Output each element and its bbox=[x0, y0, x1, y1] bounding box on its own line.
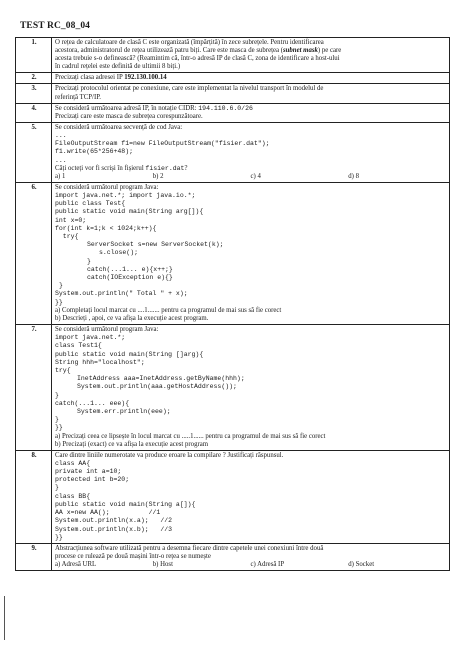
code-line: } bbox=[55, 484, 59, 492]
text-line: O rețea de calculatoare de clasă C este organizată (împărțită) în zece subrețele. Pentru identificarea bbox=[55, 39, 324, 46]
code-line: System.out.println(aaa.getHostAddress()); bbox=[77, 383, 237, 391]
code-line: protected int b=20; bbox=[55, 476, 130, 484]
text-line bbox=[55, 165, 446, 173]
cidr-address: 194.110.6.0/26 bbox=[198, 104, 253, 112]
code-line: class Test1{ bbox=[55, 342, 102, 350]
code-line: class AA{ bbox=[55, 459, 91, 467]
code-line: System.out.println(x.b); //3 bbox=[55, 525, 173, 533]
question-text bbox=[52, 38, 450, 73]
text-line: procese ce rulează pe două mașini într-o rețea se numește bbox=[55, 553, 211, 560]
text-line: a) Precizați ceea ce lipsește în locul marcat cu .....1...... pentru ca programul de mai sus să fie corect bbox=[55, 432, 326, 440]
text-line: a) Completați locul marcat cu ....1....... pentru ca programul de mai sus să fie corect bbox=[55, 306, 282, 314]
question-row-5 bbox=[16, 122, 450, 182]
text-line bbox=[55, 105, 446, 113]
subnet-mask-term: subnet mask bbox=[282, 47, 318, 55]
question-text bbox=[52, 450, 450, 543]
question-number: 6. bbox=[16, 182, 52, 324]
question-row-1 bbox=[16, 38, 450, 73]
code-line: System.err.println(eee); bbox=[77, 407, 171, 415]
question-number: 9. bbox=[16, 543, 52, 570]
text-span: ? bbox=[184, 164, 188, 172]
text-line: Se consideră următoarea secvență de cod Java: bbox=[55, 123, 183, 131]
code-line: s.close(); bbox=[99, 249, 139, 257]
question-row-3 bbox=[16, 84, 450, 103]
option-d: d) Socket bbox=[348, 561, 375, 569]
option-b: b) Host bbox=[152, 561, 173, 569]
question-text bbox=[52, 325, 450, 451]
code-line: catch(...1... e){x++;} bbox=[87, 265, 173, 273]
question-row-2 bbox=[16, 73, 450, 84]
question-row-6 bbox=[16, 182, 450, 324]
question-text bbox=[52, 84, 450, 103]
text-line: b) Precizați (exact) ce va afișa la execuție acest program bbox=[55, 440, 209, 448]
question-text bbox=[52, 182, 450, 324]
answer-options bbox=[55, 173, 446, 181]
option-a: a) 1 bbox=[55, 172, 66, 180]
text-span: acestora, administratorul de rețea utilizează patru biți. Care este masca de subrețea ( bbox=[55, 47, 283, 55]
text-line: Precizați care este masca de subrețea corespunzătoare. bbox=[55, 112, 203, 120]
code-line: try{ bbox=[55, 366, 71, 374]
question-text bbox=[52, 73, 450, 84]
code-line: }} bbox=[55, 533, 63, 541]
text-line: Abstracțiunea software utilizată pentru a desemna fiecare dintre capetele unei conexiuni între două bbox=[55, 544, 324, 552]
text-span: Precizați clasa adresei IP bbox=[55, 74, 123, 82]
code-line: }} bbox=[55, 424, 63, 432]
option-d: d) 8 bbox=[348, 172, 360, 180]
code-line: System.out.println(x.a); //2 bbox=[55, 517, 173, 525]
question-number: 8. bbox=[16, 450, 52, 543]
code-line: public static void main(String []arg){ bbox=[55, 350, 204, 358]
code-line: f1.write(65*256+48); bbox=[55, 148, 134, 156]
scan-edge-mark bbox=[4, 596, 5, 640]
text-span: ) pe care bbox=[317, 47, 342, 55]
option-a: a) Adresă URL bbox=[55, 561, 97, 569]
code-line: AA x=new AA(); //1 bbox=[55, 509, 161, 517]
file-name: fisier.dat bbox=[145, 164, 185, 172]
question-text bbox=[52, 103, 450, 122]
code-line: System.out.println(" Total " + x); bbox=[55, 290, 188, 298]
code-line: import java.net.*; bbox=[55, 334, 126, 342]
code-line: private int a=10; bbox=[55, 468, 122, 476]
code-line: FileOutputStream f1=new FileOutputStream("fisier.dat"); bbox=[55, 140, 270, 148]
question-row-7 bbox=[16, 325, 450, 451]
text-line: b) Descrieți , apoi, ce va afișa la execuție acest program. bbox=[55, 314, 209, 322]
text-line: în cadrul rețelei este definită de ultimii 8 biți.) bbox=[55, 63, 181, 71]
text-span: Câți octeți vor fi scriși în fișierul bbox=[55, 164, 144, 172]
code-line: int x=0; bbox=[55, 216, 87, 224]
code-line: public static void main(String arg[]){ bbox=[55, 208, 204, 216]
code-line: ServerSocket s=new ServerSocket(k); bbox=[87, 241, 224, 249]
text-line: Care dintre liniile numerotate va produce eroare la compilare ? Justificați răspunsul. bbox=[55, 451, 284, 459]
option-b: b) 2 bbox=[152, 172, 164, 180]
code-line: } bbox=[87, 257, 91, 265]
code-line: import java.net.*; import java.io.*; bbox=[55, 192, 196, 200]
question-number: 1. bbox=[16, 38, 52, 73]
question-number: 7. bbox=[16, 325, 52, 451]
code-line: catch(...1... eee){ bbox=[55, 399, 130, 407]
answer-options bbox=[55, 561, 446, 569]
code-line: }} bbox=[55, 298, 63, 306]
text-line: acesta trebuie s-o definească? (Reamintim că, într-o adresă IP de clasă C, zona de identificare a host-ului bbox=[55, 55, 340, 63]
code-line: public static void main(String a[]){ bbox=[55, 500, 196, 508]
code-line: } bbox=[55, 416, 59, 424]
text-line: Precizați protocolul orientat pe conexiune, care este implementat la nivelul transport în modelul de bbox=[55, 85, 324, 93]
question-row-4 bbox=[16, 103, 450, 122]
code-line: ... bbox=[55, 156, 67, 164]
question-text bbox=[52, 122, 450, 182]
code-line: public class Test{ bbox=[55, 200, 126, 208]
text-line: referință TCP/IP. bbox=[55, 93, 101, 101]
option-c: c) 4 bbox=[250, 172, 261, 180]
code-line: } bbox=[59, 282, 63, 290]
code-line: String hhh="localhost"; bbox=[55, 358, 145, 366]
question-row-8 bbox=[16, 450, 450, 543]
code-line: class BB{ bbox=[55, 492, 91, 500]
code-line: try{ bbox=[55, 233, 79, 241]
text-span: Se consideră următoarea adresă IP, în notație CIDR: bbox=[55, 104, 197, 112]
code-line: ... bbox=[55, 131, 67, 139]
question-number: 4. bbox=[16, 103, 52, 122]
question-number: 3. bbox=[16, 84, 52, 103]
code-line: catch(IOException e){} bbox=[87, 274, 173, 282]
code-line: } bbox=[55, 391, 59, 399]
question-text bbox=[52, 543, 450, 570]
question-number: 5. bbox=[16, 122, 52, 182]
text-line: Se consideră următorul program Java: bbox=[55, 326, 159, 334]
text-line: Se consideră următorul program Java: bbox=[55, 183, 159, 191]
questions-table bbox=[15, 37, 450, 571]
question-number: 2. bbox=[16, 73, 52, 84]
code-line: InetAddress aaa=InetAddress.getByName(hhh); bbox=[77, 375, 245, 383]
ip-address: 192.130.100.14 bbox=[124, 74, 167, 82]
question-row-9 bbox=[16, 543, 450, 570]
test-title: TEST RC_08_04 bbox=[20, 21, 91, 31]
code-line: for(int k=1;k < 1024;k++){ bbox=[55, 224, 157, 232]
text-line bbox=[55, 47, 446, 55]
option-c: c) Adresă IP bbox=[250, 561, 285, 569]
